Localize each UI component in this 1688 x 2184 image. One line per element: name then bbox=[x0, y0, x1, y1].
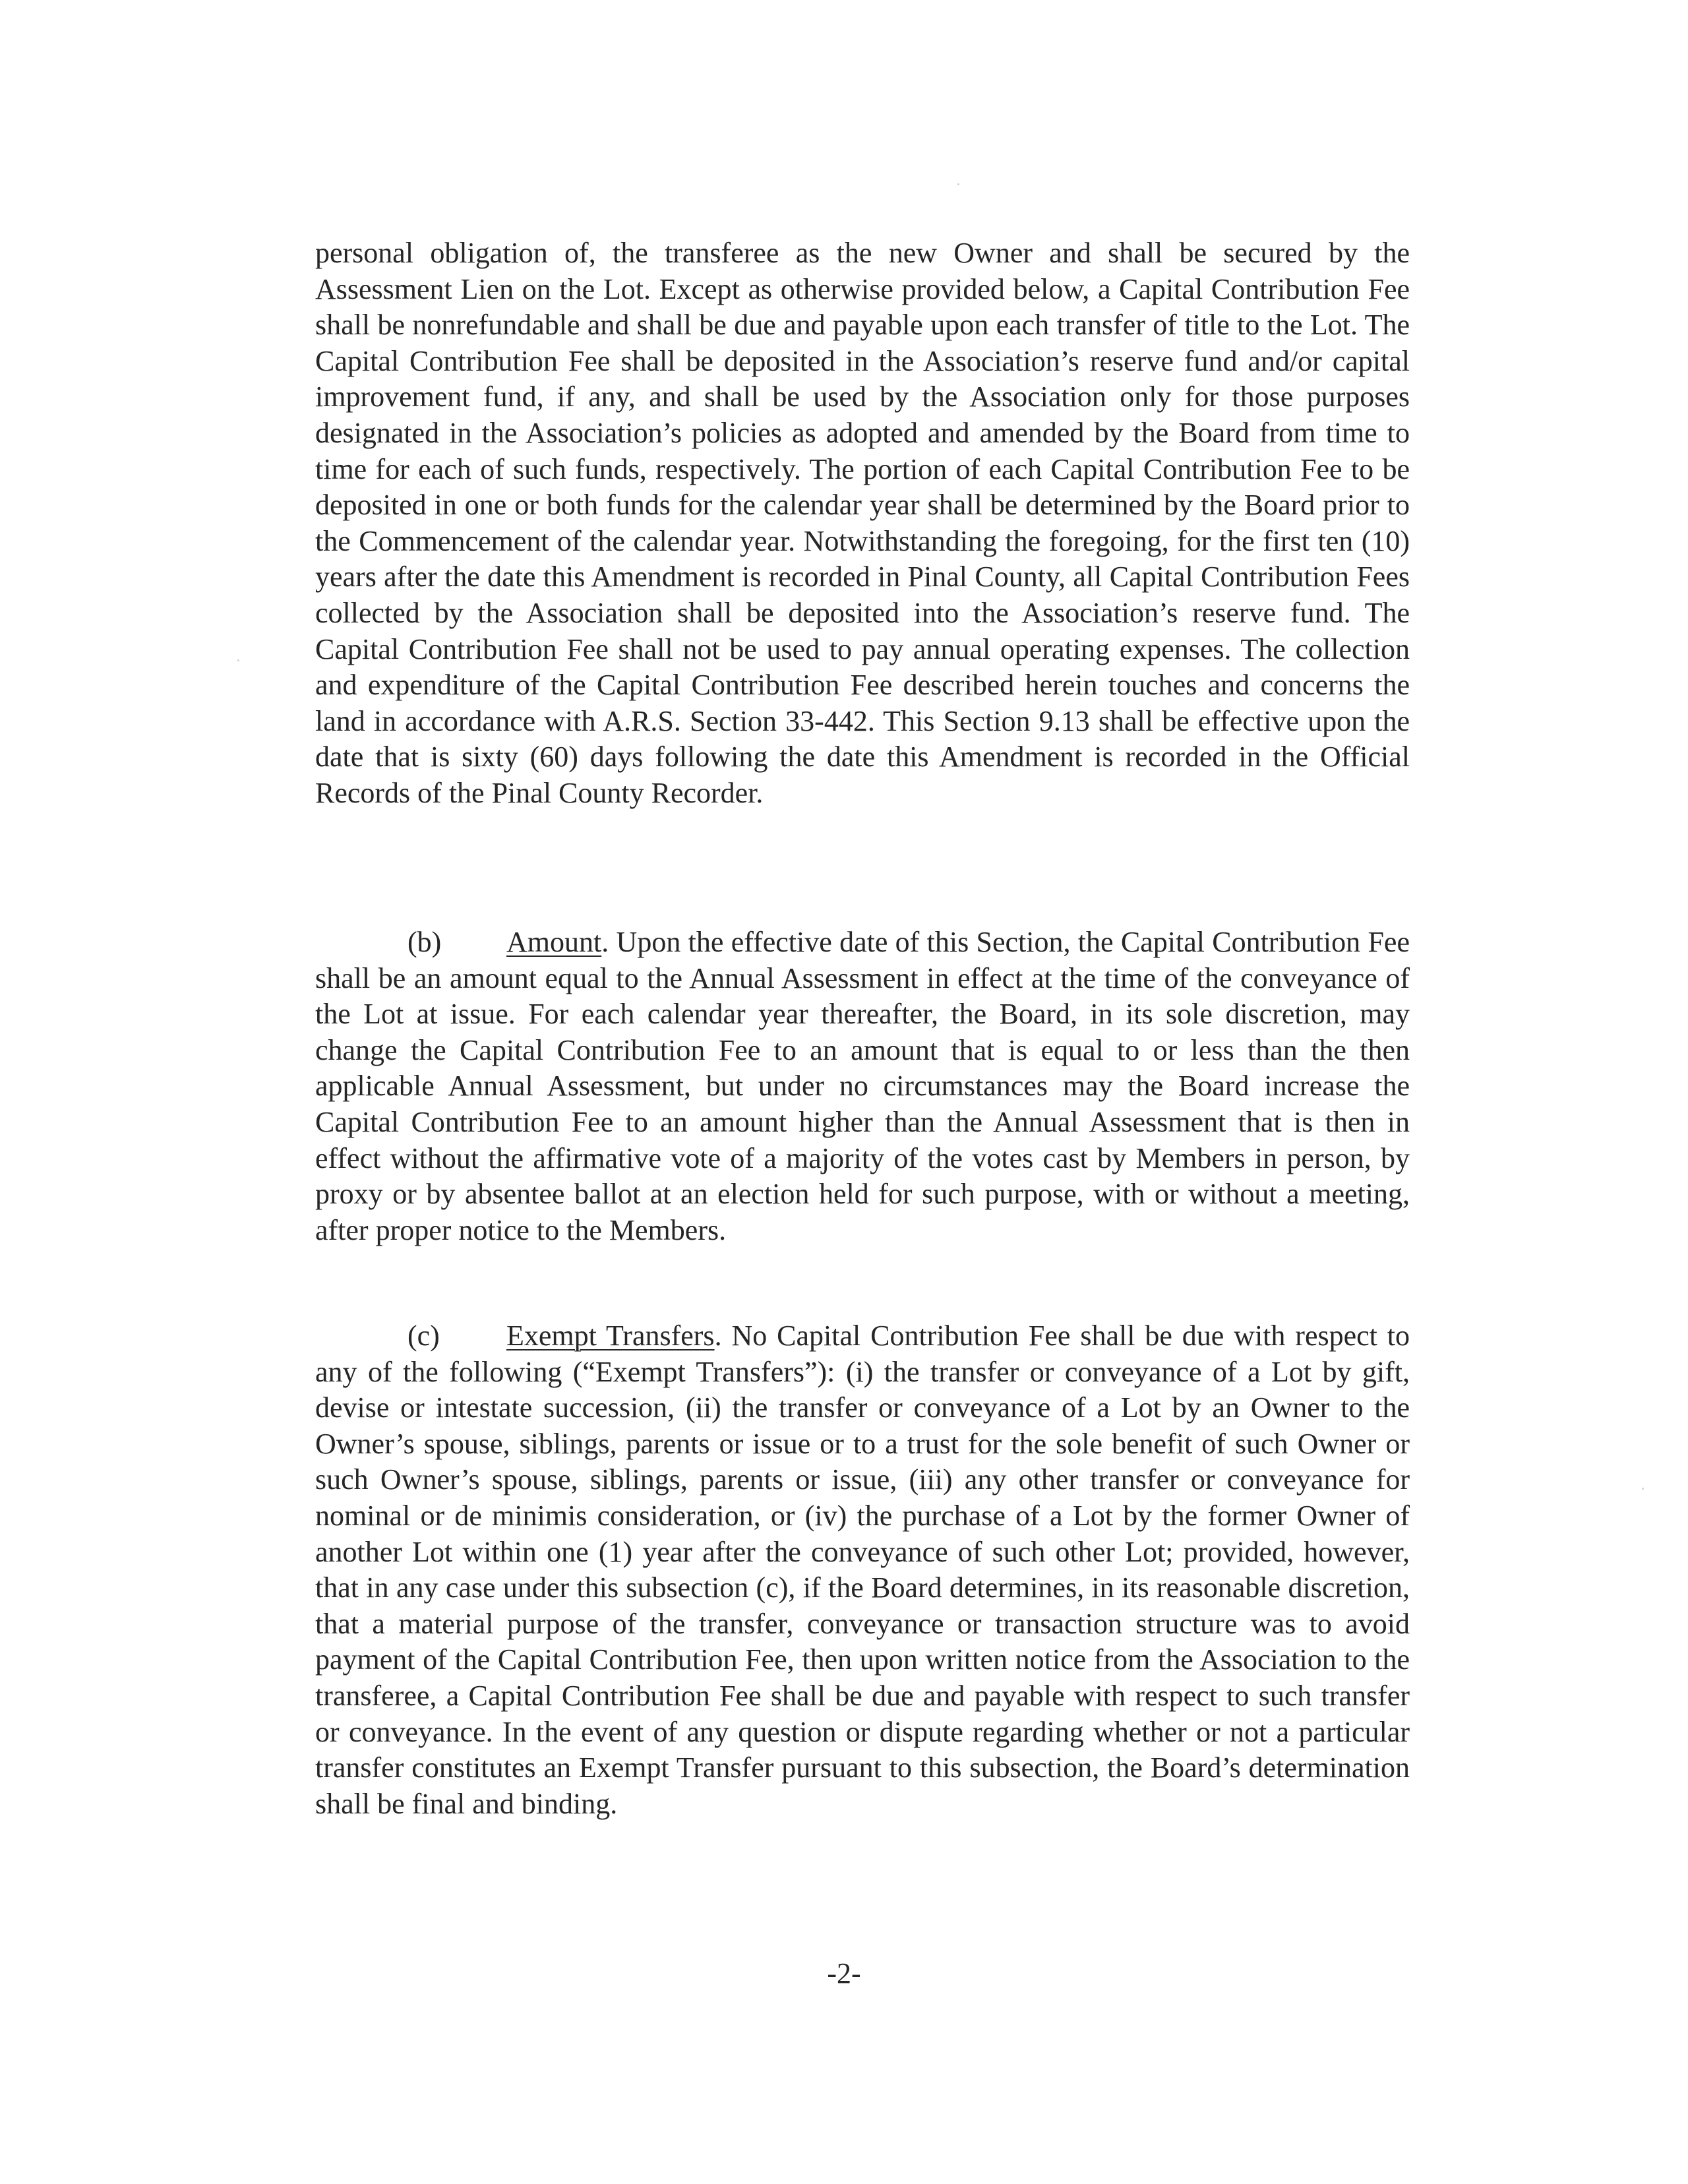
page-number: -2- bbox=[827, 1957, 861, 1989]
section-c-heading: Exempt Transfers bbox=[506, 1320, 715, 1352]
section-b-text: . Upon the effective date of this Section, the Capital Contribution Fee shall be an amount equal to the Annual Assessment in effect at the time of the conveyance of the Lot at issue. For each calendar year thereafter, the Board, in its sole discretion, may change the Capital Contribution Fee to an amount that is equal to or less than the then applicable Annual Assessment, but under no circumstances may the Board increase the Capital Contribution Fee to an amount higher than the Annual Assessment that is then in effect without the affirmative vote of a majority of the votes cast by Members in person, by proxy or by absentee ballot at an election held for such purpose, with or without a meeting, after proper notice to the Members. bbox=[315, 926, 1410, 1246]
section-c-label: (c) bbox=[407, 1320, 440, 1352]
section-c-text: . No Capital Contribution Fee shall be due with respect to any of the following (“Exempt Transfers”): (i) the transfer or conveyance of a Lot by gift, devise or intestate succession, (ii) the transfer or conveyance of a Lot by an Owner to the Owner’s spouse, siblings, parents or issue or to a trust for the sole benefit of such Owner or such Owner’s spouse, siblings, parents or issue, (iii) any other transfer or conveyance for nominal or de minimis consideration, or (iv) the purchase of a Lot by the former Owner of another Lot within one (1) year after the conveyance of such other Lot; provided, however, that in any case under this subsection (c), if the Board determines, in its reasonable discretion, that a material purpose of the transfer, conveyance or transaction structure was to avoid payment of the Capital Contribution Fee, then upon written notice from the Association to the transferee, a Capital Contribution Fee shall be due and payable with respect to such transfer or conveyance. In the event of any question or dispute regarding whether or not a particular transfer constitutes an Exempt Transfer pursuant to this subsection, the Board’s determination shall be final and binding. bbox=[315, 1320, 1410, 1820]
section-c-paragraph bbox=[315, 1318, 1410, 1822]
paragraph-text: personal obligation of, the transferee as the new Owner and shall be secured by the Assessment Lien on the Lot. Except as otherwise provided below, a Capital Contribution Fee shall be nonrefundable and shall be due and payable upon each transfer of title to the Lot. The Capital Contribution Fee shall be deposited in the Association’s reserve fund and/or capital improvement fund, if any, and shall be used by the Association only for those purposes designated in the Association’s policies as adopted and amended by the Board from time to time for each of such funds, respectively. The portion of each Capital Contribution Fee to be deposited in one or both funds for the calendar year shall be determined by the Board prior to the Commencement of the calendar year. Notwithstanding the foregoing, for the first ten (10) years after the date this Amendment is recorded in Pinal County, all Capital Contribution Fees collected by the Association shall be deposited into the Association’s reserve fund. The Capital Contribution Fee shall not be used to pay annual operating expenses. The collection and expenditure of the Capital Contribution Fee described herein touches and concerns the land in accordance with A.R.S. Section 33-442. This Section 9.13 shall be effective upon the date that is sixty (60) days following the date this Amendment is recorded in the Official Records of the Pinal County Recorder. bbox=[315, 237, 1410, 809]
section-b-label: (b) bbox=[407, 926, 442, 958]
scan-speck bbox=[1642, 1488, 1644, 1490]
section-b-heading: Amount bbox=[506, 926, 602, 958]
scan-speck bbox=[237, 659, 239, 661]
section-b-paragraph bbox=[315, 925, 1410, 1248]
body-paragraph bbox=[315, 235, 1410, 812]
scan-speck bbox=[957, 183, 959, 185]
